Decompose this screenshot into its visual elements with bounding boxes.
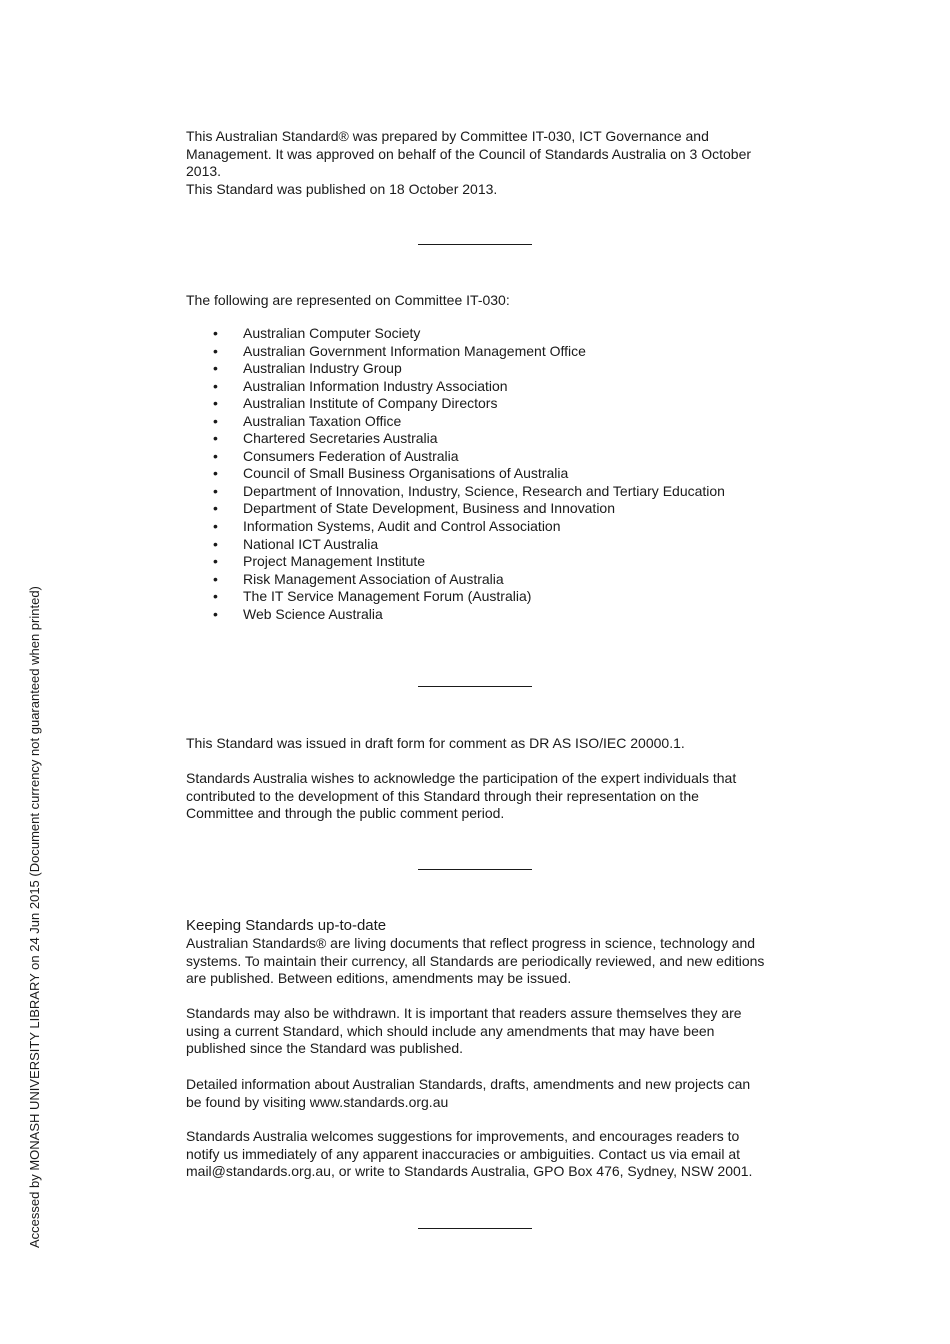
acknowledgement-line-1: Standards Australia wishes to acknowledge the participation of the expert individuals that: [186, 770, 737, 786]
bullet-icon: •: [213, 465, 218, 482]
list-item: [186, 343, 725, 361]
section-divider-1: [418, 244, 532, 245]
member-name: Australian Industry Group: [243, 360, 402, 377]
withdrawn-line-2: using a current Standard, which should include any amendments that may have been: [186, 1022, 715, 1039]
list-item: [186, 500, 725, 518]
bullet-icon: •: [213, 447, 218, 464]
list-item: [186, 413, 725, 431]
member-name: Australian Government Information Management Office: [243, 342, 586, 359]
list-item: [186, 360, 725, 378]
bullet-icon: •: [213, 500, 218, 517]
approval-line-2: Management. It was approved on behalf of the Council of Standards Australia on 3 October: [186, 145, 752, 162]
email-link[interactable]: mail@standards.org.au: [186, 1163, 331, 1180]
list-item: [186, 430, 725, 448]
bullet-icon: •: [213, 342, 218, 359]
acknowledgement-paragraph: [186, 770, 776, 823]
list-item: [186, 325, 725, 343]
bullet-icon: •: [213, 605, 218, 622]
member-name: Australian Computer Society: [243, 325, 421, 341]
bullet-icon: •: [213, 553, 218, 570]
member-name: Project Management Institute: [243, 553, 426, 570]
list-item: [186, 553, 725, 571]
information-paragraph: [186, 1076, 776, 1111]
member-name: Consumers Federation of Australia: [243, 447, 459, 464]
list-item: [186, 465, 725, 483]
bullet-icon: •: [213, 430, 218, 447]
list-item: [186, 536, 725, 554]
member-name: Australian Information Industry Association: [243, 377, 508, 394]
bullet-icon: •: [213, 482, 218, 499]
bullet-icon: •: [213, 535, 218, 552]
member-name: Chartered Secretaries Australia: [243, 430, 438, 447]
bullet-icon: •: [213, 360, 218, 377]
list-item: [186, 588, 725, 606]
approval-statement: [186, 128, 776, 198]
member-name: Department of Innovation, Industry, Science, Research and Tertiary Education: [243, 482, 725, 499]
list-item: [186, 483, 725, 501]
living-line-2: systems. To maintain their currency, all Standards are periodically reviewed, and new editions: [186, 952, 765, 969]
bullet-icon: •: [213, 570, 218, 587]
member-name: Council of Small Business Organisations of Australia: [243, 465, 569, 482]
section-divider-2: [418, 686, 532, 687]
living-line-3: are published. Between editions, amendments may be issued.: [186, 970, 572, 987]
member-name: Australian Institute of Company Directors: [243, 395, 498, 412]
approval-line-3: 2013.: [186, 163, 222, 180]
website-link[interactable]: www.standards.org.au: [309, 1093, 449, 1110]
access-watermark-note: Accessed by MONASH UNIVERSITY LIBRARY on 24 Jun 2015 (Document currency not guaranteed when printed): [27, 586, 42, 1248]
committee-member-list: [186, 325, 725, 623]
member-name: Australian Taxation Office: [243, 412, 402, 429]
list-item: [186, 606, 725, 624]
list-item: [186, 518, 725, 536]
list-item: [186, 395, 725, 413]
acknowledgement-line-2: contributed to the development of this Standard through their representation on the: [186, 787, 699, 804]
list-item: [186, 378, 725, 396]
draft-statement: This Standard was issued in draft form for comment as DR AS ISO/IEC 20000.1.: [186, 735, 685, 751]
information-line-2: [186, 1094, 776, 1112]
bullet-icon: •: [213, 325, 218, 341]
approval-line-1: This Australian Standard® was prepared by Committee IT-030, ICT Governance and: [186, 128, 709, 144]
withdrawn-line-1: Standards may also be withdrawn. It is important that readers assure themselves they are: [186, 1005, 742, 1021]
section-divider-3: [418, 869, 532, 870]
bullet-icon: •: [213, 395, 218, 412]
suggestions-line-3: [186, 1163, 776, 1181]
withdrawn-line-3: published since the Standard was published.: [186, 1040, 464, 1057]
member-name: Information Systems, Audit and Control Association: [243, 518, 561, 535]
committee-intro: The following are represented on Committee IT-030:: [186, 292, 510, 308]
bullet-icon: •: [213, 588, 218, 605]
list-item: [186, 571, 725, 589]
bullet-icon: •: [213, 412, 218, 429]
member-name: National ICT Australia: [243, 535, 379, 552]
living-line-1: Australian Standards® are living documents that reflect progress in science, technology and: [186, 935, 756, 951]
list-item: [186, 448, 725, 466]
living-documents-paragraph: [186, 935, 776, 988]
suggestions-line-1: Standards Australia welcomes suggestions for improvements, and encourages readers to: [186, 1128, 740, 1144]
keeping-standards-heading: Keeping Standards up-to-date: [186, 917, 387, 934]
suggestions-paragraph: [186, 1128, 776, 1181]
member-name: Department of State Development, Business and Innovation: [243, 500, 615, 517]
member-name: The IT Service Management Forum (Australia): [243, 588, 532, 605]
member-name: Web Science Australia: [243, 605, 383, 622]
information-line-1: Detailed information about Australian Standards, drafts, amendments and new projects can: [186, 1076, 751, 1092]
postal-address-text: , or write to Standards Australia, GPO Box 476, Sydney, NSW 2001.: [330, 1163, 753, 1180]
acknowledgement-line-3: Committee and through the public comment period.: [186, 805, 505, 822]
bullet-icon: •: [213, 377, 218, 394]
section-divider-4: [418, 1228, 532, 1229]
publication-date-line: This Standard was published on 18 October 2013.: [186, 180, 498, 197]
bullet-icon: •: [213, 518, 218, 535]
member-name: Risk Management Association of Australia: [243, 570, 504, 587]
withdrawn-paragraph: [186, 1005, 776, 1058]
information-line-2-text: be found by visiting: [186, 1093, 310, 1110]
suggestions-line-2: notify us immediately of any apparent inaccuracies or ambiguities. Contact us via email at: [186, 1145, 741, 1162]
